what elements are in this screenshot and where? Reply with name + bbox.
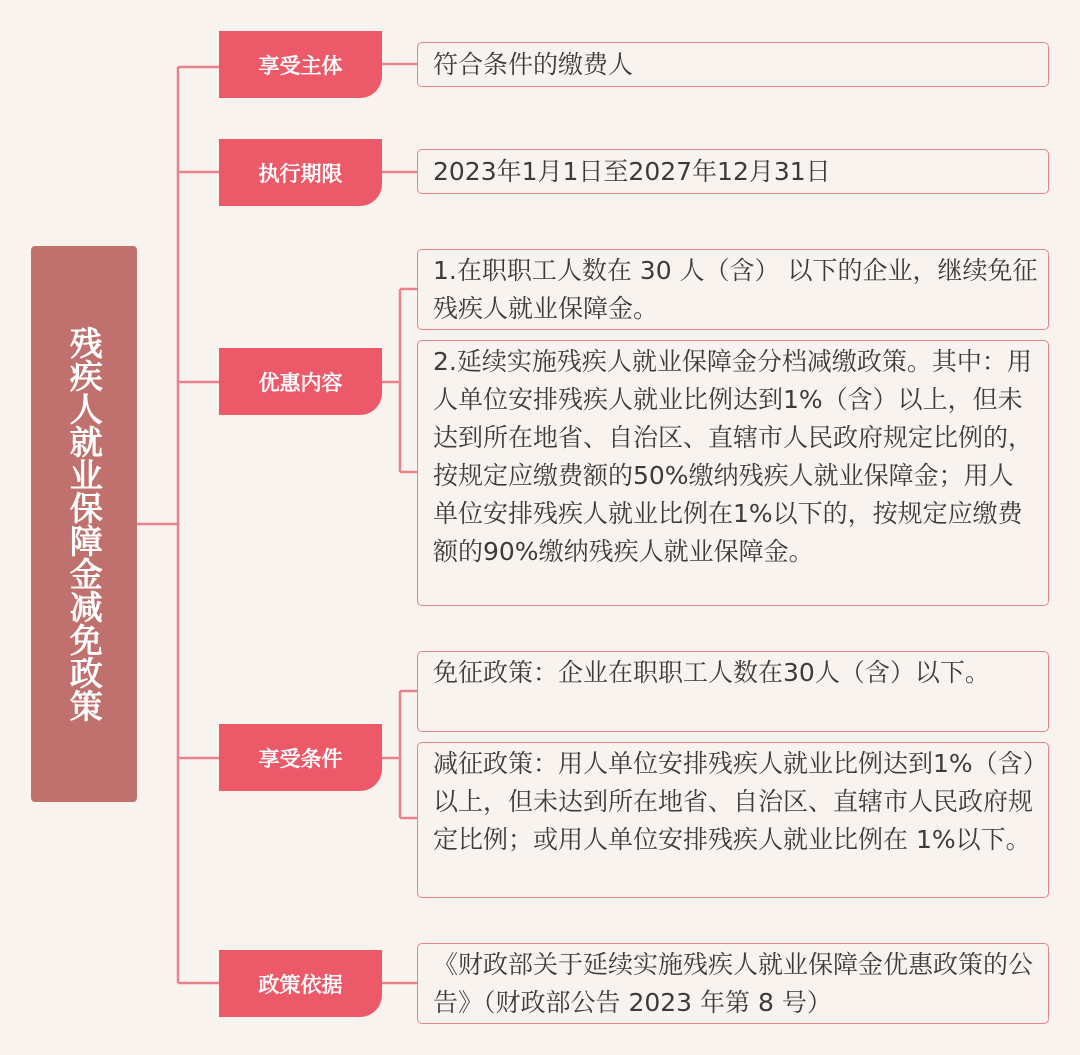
leaf-period: 2023年1月1日至2027年12月31日 xyxy=(417,149,1049,194)
branch-label-recipients: 享受主体 xyxy=(219,31,382,98)
leaf-connector-3 xyxy=(382,289,417,472)
branch-label-benefits: 优惠内容 xyxy=(219,348,382,415)
leaf-basis: 《财政部关于延续实施残疾人就业保障金优惠政策的公告》（财政部公告 2023 年第 8 号） xyxy=(417,943,1049,1024)
leaf-condition-reduce: 减征政策：用人单位安排残疾人就业比例达到1%（含）以上，但未达到所在地省、自治区、直辖市人民政府规定比例；或用人单位安排残疾人就业比例在 1%以下。 xyxy=(417,742,1049,898)
branch-label-conditions: 享受条件 xyxy=(219,724,382,791)
branch-label-basis: 政策依据 xyxy=(219,950,382,1017)
leaf-connector-4 xyxy=(382,691,417,818)
leaf-benefit-1: 1.在职职工人数在 30 人（含） 以下的企业，继续免征残疾人就业保障金。 xyxy=(417,249,1049,330)
leaf-condition-exempt: 免征政策：企业在职职工人数在30人（含）以下。 xyxy=(417,651,1049,732)
leaf-benefit-2: 2.延续实施残疾人就业保障金分档减缴政策。其中：用人单位安排残疾人就业比例达到1%（含）以上，但未达到所在地省、自治区、直辖市人民政府规定比例的，按规定应缴费额的50%缴纳残疾人就业保障金；用人单位安排残疾人就业比例在1%以下的，按规定应缴费额的90%缴纳残疾人就业保障金。 xyxy=(417,340,1049,606)
root-title: 残疾人就业保障金减免政策 xyxy=(31,246,137,802)
leaf-recipients: 符合条件的缴费人 xyxy=(417,42,1049,87)
branch-label-period: 执行期限 xyxy=(219,139,382,206)
